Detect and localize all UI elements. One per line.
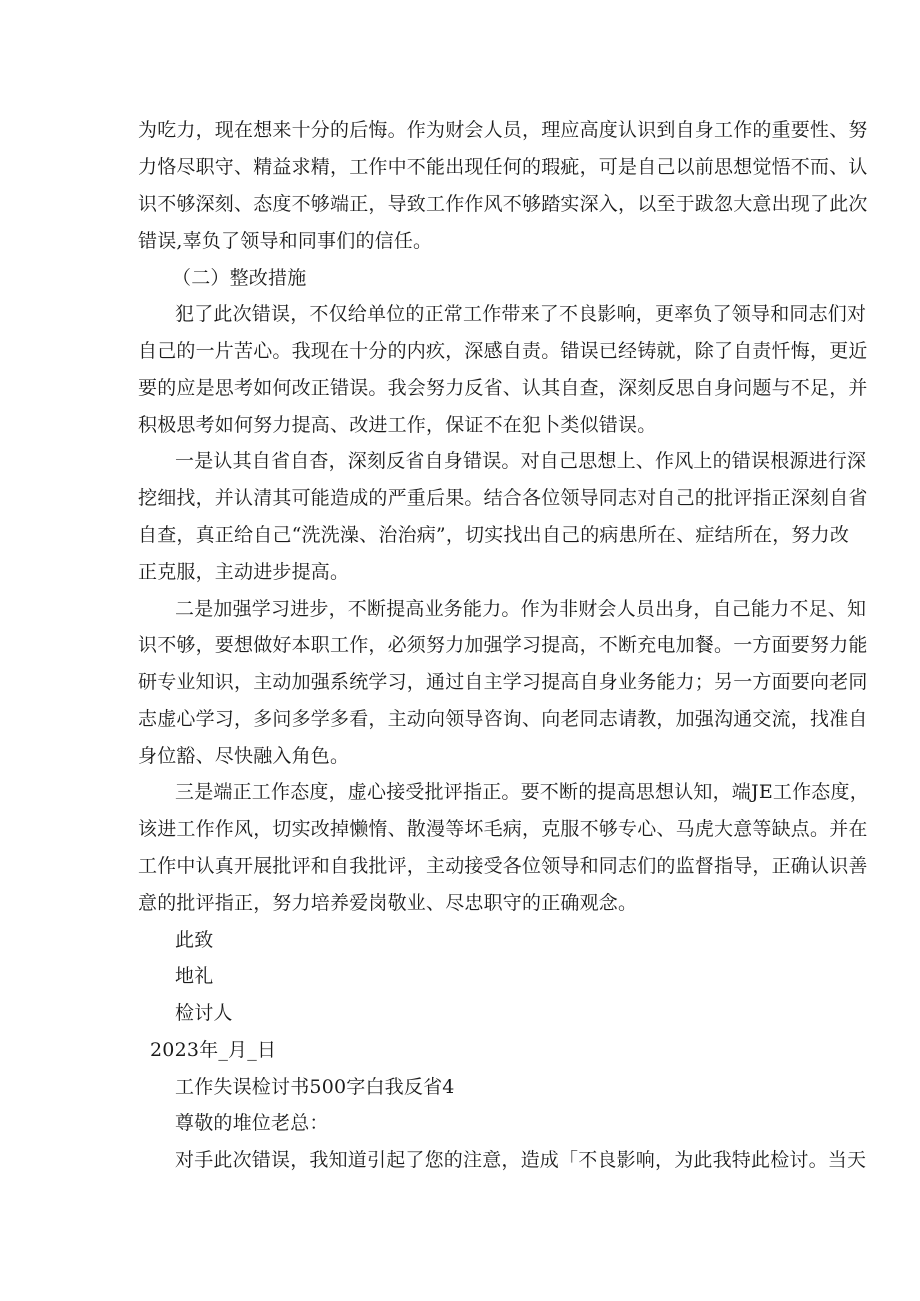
- paragraph-3-line-2: 挖细找，并认清其可能造成的严重后果。结合各位领导同志对自己的批评指正深刻自省: [138, 487, 868, 509]
- paragraph-5-line-3: 工作中认真开展批评和自我批评，主动接受各位领导和同志们的监督指导，正确认识善: [138, 855, 868, 877]
- paragraph-1-line-3: 识不够深刻、态度不够端正，导致工作作风不够踏实深入，以至于跋忽大意出现了此次: [138, 193, 868, 215]
- next-paragraph-line-1: 对手此次错误，我知道引起了您的注意，造成「不良影响，为此我特此检讨。当天: [175, 1149, 867, 1171]
- paragraph-4-line-5: 身位豁、尽快融入角色。: [138, 745, 350, 767]
- paragraph-1-line-4: 错误,辜负了领导和同事们的信任。: [138, 230, 433, 252]
- paragraph-2-line-1: 犯了此次错误，不仅给单位的正常工作带来了不良影响，更率负了领导和同志们对: [175, 303, 867, 325]
- signer-label: 检讨人: [175, 1002, 233, 1024]
- paragraph-5-line-2: 该进工作作风，切实改掉懒惰、散漫等坏毛病，克服不够专心、马虎大意等缺点。并在: [138, 818, 868, 840]
- paragraph-3-line-1: 一是认其自省自杳，深刻反省自身错误。对自己思想上、作风上的错误根源进行深: [175, 450, 867, 472]
- paragraph-5-line-1: 三是端正工作态度，虚心接受批评指正。要不断的提高思想认知，端JE工作态度，: [175, 781, 869, 803]
- paragraph-4-line-2: 识不够，要想做好本职工作，必须努力加强学习提高，不断充电加餐。一方面要努力能: [138, 634, 868, 656]
- paragraph-3-line-4: 正克服，主动进步提高。: [138, 561, 350, 583]
- paragraph-4-line-4: 志虚心学习，多问多学多看，主动向领导咨询、向老同志请教，加强沟通交流，找准自: [138, 708, 868, 730]
- paragraph-5-line-4: 意的批评指正，努力培养爱岗敬业、尽忠职守的正确观念。: [138, 892, 638, 914]
- paragraph-2-line-4: 积极思考如何努力提高、改进工作，保证不在犯卜类似错误。: [138, 414, 657, 436]
- closing-line-1: 此致: [175, 929, 214, 951]
- paragraph-4-line-3: 研专业知识，主动加强系统学习，通过自主学习提高自身业务能力；另一方面要向老同: [138, 671, 868, 693]
- paragraph-1-line-1: 为吃力，现在想来十分的后悔。作为财会人员，理应高度认识到自身工作的重要性、努: [138, 119, 868, 141]
- paragraph-3-line-3: 自查，真正给自己“洗洗澡、治治病”，切实找出自己的病患所在、症结所在，努力改: [138, 524, 850, 546]
- next-document-title: 工作失误检讨书500字白我反省4: [175, 1076, 455, 1098]
- section-heading: （二）整改措施: [172, 267, 307, 289]
- date-line: 2023年_月_日: [150, 1039, 277, 1061]
- paragraph-2-line-2: 自己的一片苦心。我现在十分的内疚，深感自责。错误已经铸就，除了自责忏悔，更近: [138, 340, 868, 362]
- paragraph-4-line-1: 二是加强学习进步，不断提高业务能力。作为非财会人员出身，自己能力不足、知: [175, 598, 867, 620]
- paragraph-1-line-2: 力恪尽职守、精益求精，工作中不能出现任何的瑕疵，可是自己以前思想觉悟不而、认: [138, 156, 868, 178]
- closing-line-2: 地礼: [175, 965, 214, 987]
- paragraph-2-line-3: 要的应是思考如何改正错误。我会努力反省、认其自查，深刻反思自身问题与不足，并: [138, 377, 868, 399]
- salutation: 尊敬的堆位老总：: [175, 1112, 329, 1134]
